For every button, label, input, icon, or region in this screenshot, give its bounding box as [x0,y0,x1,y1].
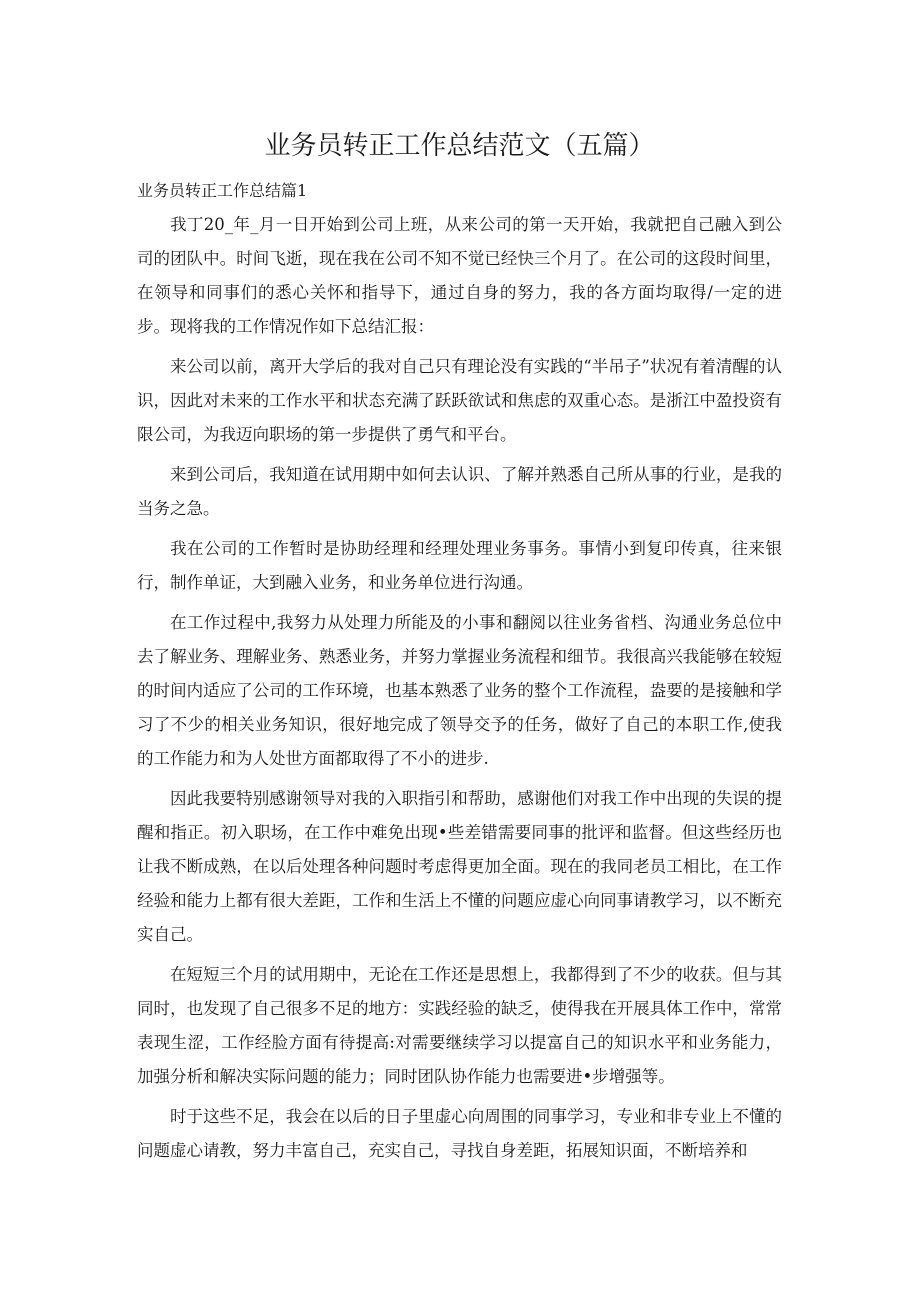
section-heading: 业务员转正工作总结篇1 [137,181,308,200]
paragraph-4: 我在公司的工作暂时是协助经理和经理处理业务事务。事情小到复印传真，往来银行，制作单证，大到融入业务，和业务单位进行沟通。 [137,539,782,592]
paragraph-1: 我丁20_年_月一日开始到公司上班，从来公司的第一天开始，我就把自己融入到公司的团队中。时间飞逝，现在我在公司不知不觉已经快三个月了。在公司的这段时间里，在领导和同事们的悉心关怀和指导下，通过自身的努力，我的各方面均取得/一定的进步。现将我的工作情况作如下总结汇报： [137,215,782,336]
document-page [137,126,782,1174]
paragraph-6: 因此我要特别感谢领导对我的入职指引和帮助，感谢他们对我工作中出现的失误的提醒和指正。初入职场，在工作中难免出现•些差错需要同事的批评和监督。但这些经历也让我不断成熟，在以后处理各种问题时考虑得更加全面。现在的我同老员工相比，在工作经验和能力上都有很大差距，工作和生活上不懂的问题应虚心向同事请教学习，以不断充实自己。 [137,789,782,944]
paragraph-5: 在工作过程中,我努力从处理力所能及的小事和翻阅以往业务省档、沟通业务总位中去了解业务、理解业务、熟悉业务，并努力掌握业务流程和细节。我很高兴我能够在较短的时间内适应了公司的工作环境，也基本熟悉了业务的整个工作流程，盎要的是接触和学习了不少的相关业务知识，很好地完成了领导交予的任务，做好了自己的本职工作,使我的工作能力和为人处世方面都取得了不小的进步. [137,613,782,768]
paragraph-3: 来到公司后，我知道在试用期中如何去认识、了解并熟悉自己所从事的行业，是我的当务之急。 [137,465,782,518]
paragraph-7: 在短短三个月的试用期中，无论在工作还是思想上，我都得到了不少的收获。但与其同时，也发现了自己很多不足的地方：实践经验的缺乏，使得我在开展具体工作中，常常表现生涩，工作经脸方面有待提高:对需要继续学习以提富自己的知识水平和业务能力，加强分析和解决实际问题的能力；同时团队协作能力也需要进•步增强等。 [137,965,782,1086]
paragraph-8: 时于这些不足，我会在以后的日子里虚心向周围的同事学习，专业和非专业上不懂的问题虚心请教，努力丰富自己，充实自己，寻找自身差距，拓展知识面，不断培养和 [137,1107,782,1160]
paragraph-2: 来公司以前，离开大学后的我对自己只有理论没有实践的“半吊子”状况有着清醒的认识，因此对未来的工作水平和状态充满了跃跃欲试和焦虑的双重心态。是浙江中盈投资有限公司，为我迈向职场的第一步提供了勇气和平台。 [137,357,782,444]
document-title: 业务员转正工作总结范文（五篇） [264,131,655,161]
